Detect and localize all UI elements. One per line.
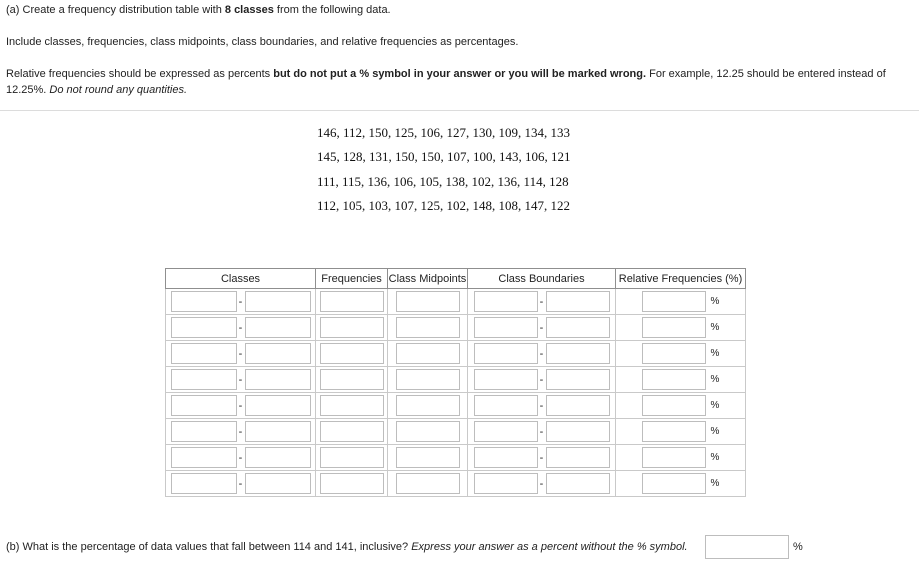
class-cell xyxy=(166,341,316,367)
class-cell xyxy=(166,445,316,471)
class-upper-limit-input[interactable] xyxy=(245,447,311,468)
boundary-dash: - xyxy=(539,425,544,438)
frequency-input[interactable] xyxy=(320,395,384,416)
table-row xyxy=(166,315,746,341)
percent-sign: % xyxy=(710,452,720,463)
relative-frequency-input[interactable] xyxy=(642,421,706,442)
relative-frequency-input[interactable] xyxy=(642,343,706,364)
lower-boundary-input[interactable] xyxy=(474,447,538,468)
frequency-cell xyxy=(316,393,388,419)
class-lower-limit-input[interactable] xyxy=(171,473,237,494)
midpoint-cell xyxy=(388,393,468,419)
frequency-cell xyxy=(316,445,388,471)
class-dash: - xyxy=(238,425,243,438)
boundary-dash: - xyxy=(539,477,544,490)
header-classes: Classes xyxy=(166,269,316,289)
table-row xyxy=(166,341,746,367)
class-cell xyxy=(166,393,316,419)
boundary-cell xyxy=(468,367,616,393)
class-upper-limit-input[interactable] xyxy=(245,421,311,442)
midpoint-cell xyxy=(388,289,468,315)
boundary-dash: - xyxy=(539,399,544,412)
class-lower-limit-input[interactable] xyxy=(171,291,237,312)
class-lower-limit-input[interactable] xyxy=(171,317,237,338)
class-midpoint-input[interactable] xyxy=(396,421,460,442)
class-midpoint-input[interactable] xyxy=(396,447,460,468)
relative-frequency-input[interactable] xyxy=(642,291,706,312)
class-upper-limit-input[interactable] xyxy=(245,369,311,390)
header-class-boundaries: Class Boundaries xyxy=(468,269,616,289)
percent-sign: % xyxy=(710,426,720,437)
relative-frequency-note-cont: 12.25%. Do not round any quantities. xyxy=(6,84,188,96)
relative-frequency-input[interactable] xyxy=(642,369,706,390)
table-row xyxy=(166,367,746,393)
midpoint-cell xyxy=(388,315,468,341)
header-frequencies: Frequencies xyxy=(316,269,388,289)
relative-frequency-input[interactable] xyxy=(642,395,706,416)
part-b-percent-sign: % xyxy=(793,541,803,553)
class-dash: - xyxy=(238,321,243,334)
class-upper-limit-input[interactable] xyxy=(245,473,311,494)
lower-boundary-input[interactable] xyxy=(474,473,538,494)
upper-boundary-input[interactable] xyxy=(546,369,610,390)
divider xyxy=(0,110,919,111)
table-row xyxy=(166,471,746,497)
class-lower-limit-input[interactable] xyxy=(171,421,237,442)
midpoint-cell xyxy=(388,445,468,471)
header-relative-frequencies: Relative Frequencies (%) xyxy=(616,269,746,289)
relative-frequency-input[interactable] xyxy=(642,447,706,468)
midpoint-cell xyxy=(388,367,468,393)
relative-frequency-cell xyxy=(616,289,746,315)
relative-frequency-input[interactable] xyxy=(642,317,706,338)
frequency-input[interactable] xyxy=(320,447,384,468)
lower-boundary-input[interactable] xyxy=(474,395,538,416)
table-row xyxy=(166,445,746,471)
class-midpoint-input[interactable] xyxy=(396,369,460,390)
boundary-cell xyxy=(468,471,616,497)
class-dash: - xyxy=(238,399,243,412)
class-cell xyxy=(166,315,316,341)
frequency-input[interactable] xyxy=(320,473,384,494)
header-class-midpoints: Class Midpoints xyxy=(388,269,468,289)
class-midpoint-input[interactable] xyxy=(396,343,460,364)
frequency-cell xyxy=(316,367,388,393)
data-row-1: 146, 112, 150, 125, 106, 127, 130, 109, 134, 133 xyxy=(317,125,571,140)
lower-boundary-input[interactable] xyxy=(474,369,538,390)
boundary-cell xyxy=(468,289,616,315)
upper-boundary-input[interactable] xyxy=(546,473,610,494)
class-cell xyxy=(166,471,316,497)
class-dash: - xyxy=(238,295,243,308)
frequency-input[interactable] xyxy=(320,421,384,442)
boundary-dash: - xyxy=(539,295,544,308)
class-midpoint-input[interactable] xyxy=(396,291,460,312)
data-row-4: 112, 105, 103, 107, 125, 102, 148, 108, 147, 122 xyxy=(317,198,571,213)
class-dash: - xyxy=(238,347,243,360)
relative-frequency-cell xyxy=(616,341,746,367)
boundary-dash: - xyxy=(539,451,544,464)
midpoint-cell xyxy=(388,341,468,367)
relative-frequency-cell xyxy=(616,419,746,445)
relative-frequency-cell xyxy=(616,393,746,419)
boundary-cell xyxy=(468,419,616,445)
table-header-row xyxy=(166,269,746,289)
frequency-table xyxy=(165,268,746,497)
percent-sign: % xyxy=(710,400,720,411)
percent-sign: % xyxy=(710,374,720,385)
lower-boundary-input[interactable] xyxy=(474,317,538,338)
lower-boundary-input[interactable] xyxy=(474,421,538,442)
class-upper-limit-input[interactable] xyxy=(245,291,311,312)
boundary-cell xyxy=(468,315,616,341)
class-lower-limit-input[interactable] xyxy=(171,395,237,416)
class-dash: - xyxy=(238,373,243,386)
boundary-cell xyxy=(468,445,616,471)
part-b-question: (b) What is the percentage of data values that fall between 114 and 141, inclusive? Express your answer as a percent without the % symbol. xyxy=(6,541,688,553)
upper-boundary-input[interactable] xyxy=(546,421,610,442)
part-a-include-text: Include classes, frequencies, class midpoints, class boundaries, and relative frequencies as percentages. xyxy=(6,36,519,48)
percent-sign: % xyxy=(710,322,720,333)
class-midpoint-input[interactable] xyxy=(396,317,460,338)
frequency-input[interactable] xyxy=(320,317,384,338)
part-a-instruction: (a) Create a frequency distribution table with 8 classes from the following data. xyxy=(6,4,391,16)
boundary-dash: - xyxy=(539,373,544,386)
upper-boundary-input[interactable] xyxy=(546,447,610,468)
relative-frequency-cell xyxy=(616,315,746,341)
class-cell xyxy=(166,367,316,393)
class-cell xyxy=(166,289,316,315)
class-upper-limit-input[interactable] xyxy=(245,343,311,364)
class-cell xyxy=(166,419,316,445)
part-b-answer-input[interactable] xyxy=(705,535,789,559)
class-midpoint-input[interactable] xyxy=(396,473,460,494)
midpoint-cell xyxy=(388,419,468,445)
frequency-cell xyxy=(316,289,388,315)
relative-frequency-cell xyxy=(616,471,746,497)
boundary-cell xyxy=(468,341,616,367)
class-lower-limit-input[interactable] xyxy=(171,369,237,390)
relative-frequency-note: Relative frequencies should be expressed as percents but do not put a % symbol in your answer or you will be marked wrong. For example, 12.25 should be entered instead of xyxy=(6,68,886,80)
percent-sign: % xyxy=(710,296,720,307)
frequency-input[interactable] xyxy=(320,291,384,312)
class-dash: - xyxy=(238,477,243,490)
upper-boundary-input[interactable] xyxy=(546,343,610,364)
upper-boundary-input[interactable] xyxy=(546,317,610,338)
frequency-cell xyxy=(316,341,388,367)
frequency-cell xyxy=(316,315,388,341)
frequency-cell xyxy=(316,419,388,445)
class-dash: - xyxy=(238,451,243,464)
data-row-3: 111, 115, 136, 106, 105, 138, 102, 136, 114, 128 xyxy=(317,174,569,189)
data-row-2: 145, 128, 131, 150, 150, 107, 100, 143, 106, 121 xyxy=(317,149,571,164)
boundary-cell xyxy=(468,393,616,419)
boundary-dash: - xyxy=(539,321,544,334)
class-midpoint-input[interactable] xyxy=(396,395,460,416)
class-upper-limit-input[interactable] xyxy=(245,317,311,338)
table-row xyxy=(166,289,746,315)
frequency-cell xyxy=(316,471,388,497)
frequency-input[interactable] xyxy=(320,369,384,390)
upper-boundary-input[interactable] xyxy=(546,395,610,416)
relative-frequency-input[interactable] xyxy=(642,473,706,494)
class-lower-limit-input[interactable] xyxy=(171,447,237,468)
frequency-input[interactable] xyxy=(320,343,384,364)
lower-boundary-input[interactable] xyxy=(474,291,538,312)
boundary-dash: - xyxy=(539,347,544,360)
upper-boundary-input[interactable] xyxy=(546,291,610,312)
class-upper-limit-input[interactable] xyxy=(245,395,311,416)
relative-frequency-cell xyxy=(616,367,746,393)
percent-sign: % xyxy=(710,348,720,359)
midpoint-cell xyxy=(388,471,468,497)
table-row xyxy=(166,419,746,445)
relative-frequency-cell xyxy=(616,445,746,471)
class-lower-limit-input[interactable] xyxy=(171,343,237,364)
table-row xyxy=(166,393,746,419)
lower-boundary-input[interactable] xyxy=(474,343,538,364)
percent-sign: % xyxy=(710,478,720,489)
